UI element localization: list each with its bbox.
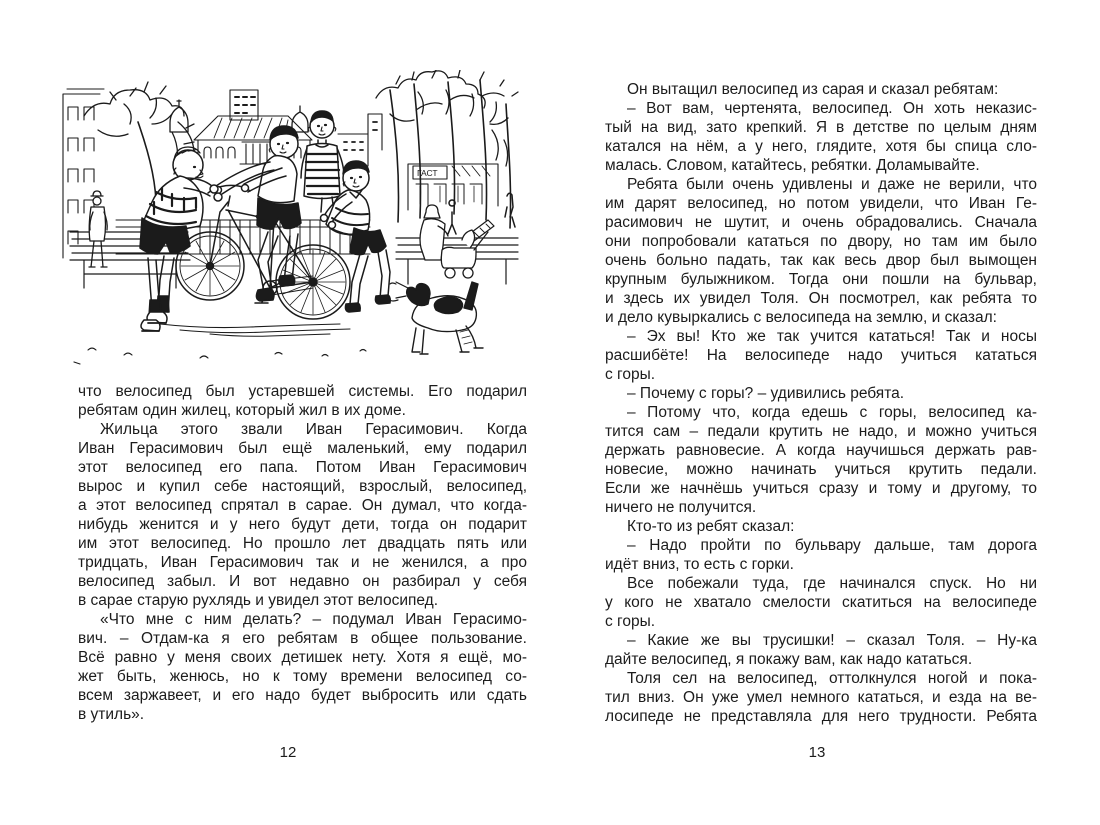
page-number-right: 13: [808, 744, 826, 761]
page-number-left: 12: [279, 744, 297, 761]
text-line: тил вниз. Он уже умел немного кататься, и езда на ве-: [605, 689, 1037, 706]
text-line: жет быть, женюсь, но к тому времени велосипед со-: [78, 668, 527, 685]
text-line: этот велосипед его папа. Потом Иван Герасимович: [78, 459, 527, 476]
text-line: крупным булыжником. Тогда они пошли на бульвар,: [605, 271, 1037, 288]
text-line: идёт вниз, то есть с горки.: [605, 556, 794, 573]
text-line: ребятам один жилец, который жил в их доме.: [78, 402, 406, 419]
text-line: они попробовали кататься по двору, но там им было: [605, 233, 1037, 250]
text-line: лосипеде не представляла для него трудности. Ребята: [605, 708, 1037, 725]
text-line: «Что мне с ним делать? – подумал Иван Герасимо-: [100, 611, 527, 628]
storefront: [408, 164, 498, 210]
text-line: Он вытащил велосипед из сарая и сказал ребятам:: [627, 81, 999, 98]
text-line: Иван Герасимович был ещё маленький, ему подарил: [78, 440, 527, 457]
text-line: в утиль».: [78, 706, 145, 723]
text-line: Все побежали туда, где начинался спуск. Но ни: [627, 575, 1037, 592]
trees-right: [376, 70, 518, 228]
text-line: – Эх вы! Кто же так учится кататься! Так и носы: [627, 328, 1037, 345]
text-line: расимович не шутит, и очень обрадовались. Сначала: [605, 214, 1037, 231]
text-line: Жильца этого звали Иван Герасимович. Когда: [100, 421, 527, 438]
text-line: у кого не хватало смелости скатиться на велосипеде: [605, 594, 1037, 611]
text-line: Ребята были очень удивлены и даже не верили, что: [627, 176, 1037, 193]
text-line: и дело кувыркались с велосипеда на землю, и сказал:: [605, 309, 997, 326]
text-line: с горы.: [605, 366, 656, 383]
text-line: им этот велосипед. Но прошло лет двадцать пять или: [78, 535, 527, 552]
text-line: держать равновесие. А когда научишься держать рав-: [605, 442, 1037, 459]
left-page-text: [78, 382, 527, 724]
right-page-text: [605, 80, 1037, 726]
text-line: очень больно падать, так как весь двор был вымощен: [605, 252, 1037, 269]
text-line: новесие, можно начинать учиться крутить педали.: [605, 461, 1037, 478]
text-line: вырос и купил себе настоящий, взрослый, велосипед,: [78, 478, 527, 495]
text-line: им дарят велосипед, но потом увидели, что Иван Ге-: [605, 195, 1037, 212]
illustration: [60, 70, 520, 370]
text-line: тится сам – педали крутить не надо, и можно учиться: [605, 423, 1037, 440]
city-blocks: [338, 114, 382, 166]
text-line: – Какие же вы трусишки! – сказал Толя. – Ну-ка: [627, 632, 1037, 649]
text-line: что велосипед был устаревшей системы. Его подарил: [78, 383, 527, 400]
text-line: катался на нём, а у него, глядите, хотя бы спица сло-: [605, 138, 1037, 155]
text-line: расшибёте! На велосипеде надо учиться кататься: [605, 347, 1037, 364]
text-line: вич. – Отдам-ка я его ребятам в общее пользование.: [78, 630, 527, 647]
text-line: тый на вид, зато крепкий. Я в детстве по целым дням: [605, 119, 1037, 136]
text-line: – Вот вам, чертенята, велосипед. Он хоть неказис-: [627, 100, 1037, 117]
text-line: малась. Словом, катайтесь, ребятки. Доламывайте.: [605, 157, 980, 174]
text-line: в сарае старую рухлядь и увидел этот велосипед.: [78, 592, 439, 609]
dome-tower: [170, 100, 188, 132]
text-line: велосипед забыл. И вот недавно он разбирал у себя: [78, 573, 527, 590]
text-line: Толя сел на велосипед, оттолкнулся ногой и пока-: [627, 670, 1037, 687]
shop-sign-text: ГАСТ: [417, 168, 438, 178]
text-line: нибудь женится и у него будут дети, тогда он подарит: [78, 516, 527, 533]
text-line: и здесь их увидел Толя. Он посмотрел, как ребята то: [605, 290, 1037, 307]
text-line: ничего не получится.: [605, 499, 757, 516]
text-line: всем заржавеет, и его надо будет выбросить или сдать: [78, 687, 527, 704]
text-line: тридцать, Иван Герасимович так и не женился, а про: [78, 554, 527, 571]
text-line: – Потому что, когда едешь с горы, велосипед ка-: [627, 404, 1037, 421]
bicycle-scene-illustration: [60, 70, 520, 370]
text-line: с горы.: [605, 613, 656, 630]
ground-marks: [74, 324, 366, 364]
text-line: а этот велосипед спрятал в сарае. Он думал, что когда-: [78, 497, 527, 514]
text-line: Кто-то из ребят сказал:: [627, 518, 795, 535]
dog: [390, 282, 483, 354]
text-line: – Надо пройти по бульвару дальше, там дорога: [627, 537, 1037, 554]
woman-with-pram: [420, 205, 488, 278]
text-line: – Почему с горы? – удивились ребята.: [627, 385, 905, 402]
pedestrian: [89, 191, 107, 267]
text-line: Если же начнёшь учиться сразу и тому и другому, то: [605, 480, 1037, 497]
text-line: Всё равно у меня своих детишек нету. Хотя я ещё, мо-: [78, 649, 527, 666]
text-line: дайте велосипед, я покажу вам, как надо кататься.: [605, 651, 973, 668]
